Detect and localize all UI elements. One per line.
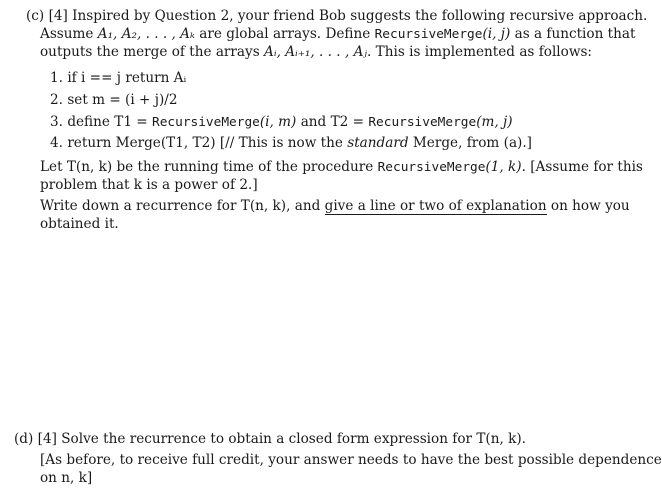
obtained-text: obtained it. [40, 216, 119, 232]
step-3-define-text: define T1 = [67, 114, 152, 130]
part-d-line-1 [14, 430, 526, 448]
outputs-text: outputs the merge of the arrays [40, 44, 265, 60]
step-4-emphasis: standard [347, 135, 409, 151]
part-d-line-3 [40, 469, 92, 487]
let-text: Let T(n, k) be the running time of the procedure [40, 159, 378, 175]
let-function-args: (1, k) [485, 159, 522, 175]
step-3-and-text: and T2 = [296, 114, 369, 130]
part-d-solve-text: Solve the recurrence to obtain a closed form expression for T(n, k). [61, 431, 526, 447]
step-3-call-1: RecursiveMerge [152, 115, 260, 130]
write-line-2 [40, 215, 119, 233]
part-c-label: (c) [26, 8, 45, 24]
underlined-explanation: give a line or two of explanation [324, 198, 547, 214]
step-1 [50, 69, 186, 87]
arrays-ai-aj: Aᵢ, Aᵢ₊₁, . . . , Aⱼ [264, 44, 368, 60]
part-c-line-3 [40, 43, 592, 61]
step-3-number: 3. [50, 114, 63, 130]
part-d-dependence-text: on n, k] [40, 470, 93, 486]
step-3 [50, 113, 513, 132]
part-c-points: [4] [48, 8, 68, 24]
how-you-text: on how you [546, 198, 630, 214]
part-c-line-1 [26, 7, 647, 25]
part-d-credit-text: [As before, to receive full credit, your answer needs to have the best possible dependence [40, 452, 662, 468]
part-d-line-2 [40, 451, 662, 469]
step-3-call-2: RecursiveMerge [368, 115, 477, 130]
step-2-number: 2. [50, 92, 63, 108]
step-2 [50, 91, 177, 109]
let-function-name: RecursiveMerge [377, 160, 486, 175]
part-c-line-2 [40, 25, 635, 44]
write-text: Write down a recurrence for T(n, k), and [40, 198, 325, 214]
part-c-intro-text: Inspired by Question 2, your friend Bob suggests the following recursive approach. [72, 8, 648, 24]
assume-text: Assume [40, 26, 98, 42]
write-line-1 [40, 197, 630, 215]
step-4-post-text: Merge, from (a).] [408, 135, 532, 151]
let-line-2 [40, 176, 258, 194]
step-4-number: 4. [50, 135, 63, 151]
step-1-number: 1. [50, 70, 63, 86]
step-4 [50, 134, 532, 152]
part-d-label: (d) [14, 431, 34, 447]
step-3-args-1: (i, m) [259, 114, 297, 130]
as-function-text: as a function that [510, 26, 636, 42]
let-assume-text: . [Assume for this [521, 159, 643, 175]
power-of-two-text: problem that k is a power of 2.] [40, 177, 258, 193]
step-2-text: set m = (i + j)/2 [67, 92, 178, 108]
step-4-return-text: return Merge(T1, T2) [// This is now the [67, 135, 348, 151]
function-args: (i, j) [482, 26, 511, 42]
let-line-1 [40, 158, 643, 177]
define-text: are global arrays. Define [194, 26, 375, 42]
arrays-a1-ak: A₁, A₂, . . . , Aₖ [97, 26, 195, 42]
step-3-args-2: (m, j) [476, 114, 513, 130]
step-1-text: if i == j return Aᵢ [67, 70, 187, 86]
part-d-points: [4] [37, 431, 57, 447]
implemented-text: . This is implemented as follows: [367, 44, 593, 60]
function-name: RecursiveMerge [374, 27, 483, 42]
